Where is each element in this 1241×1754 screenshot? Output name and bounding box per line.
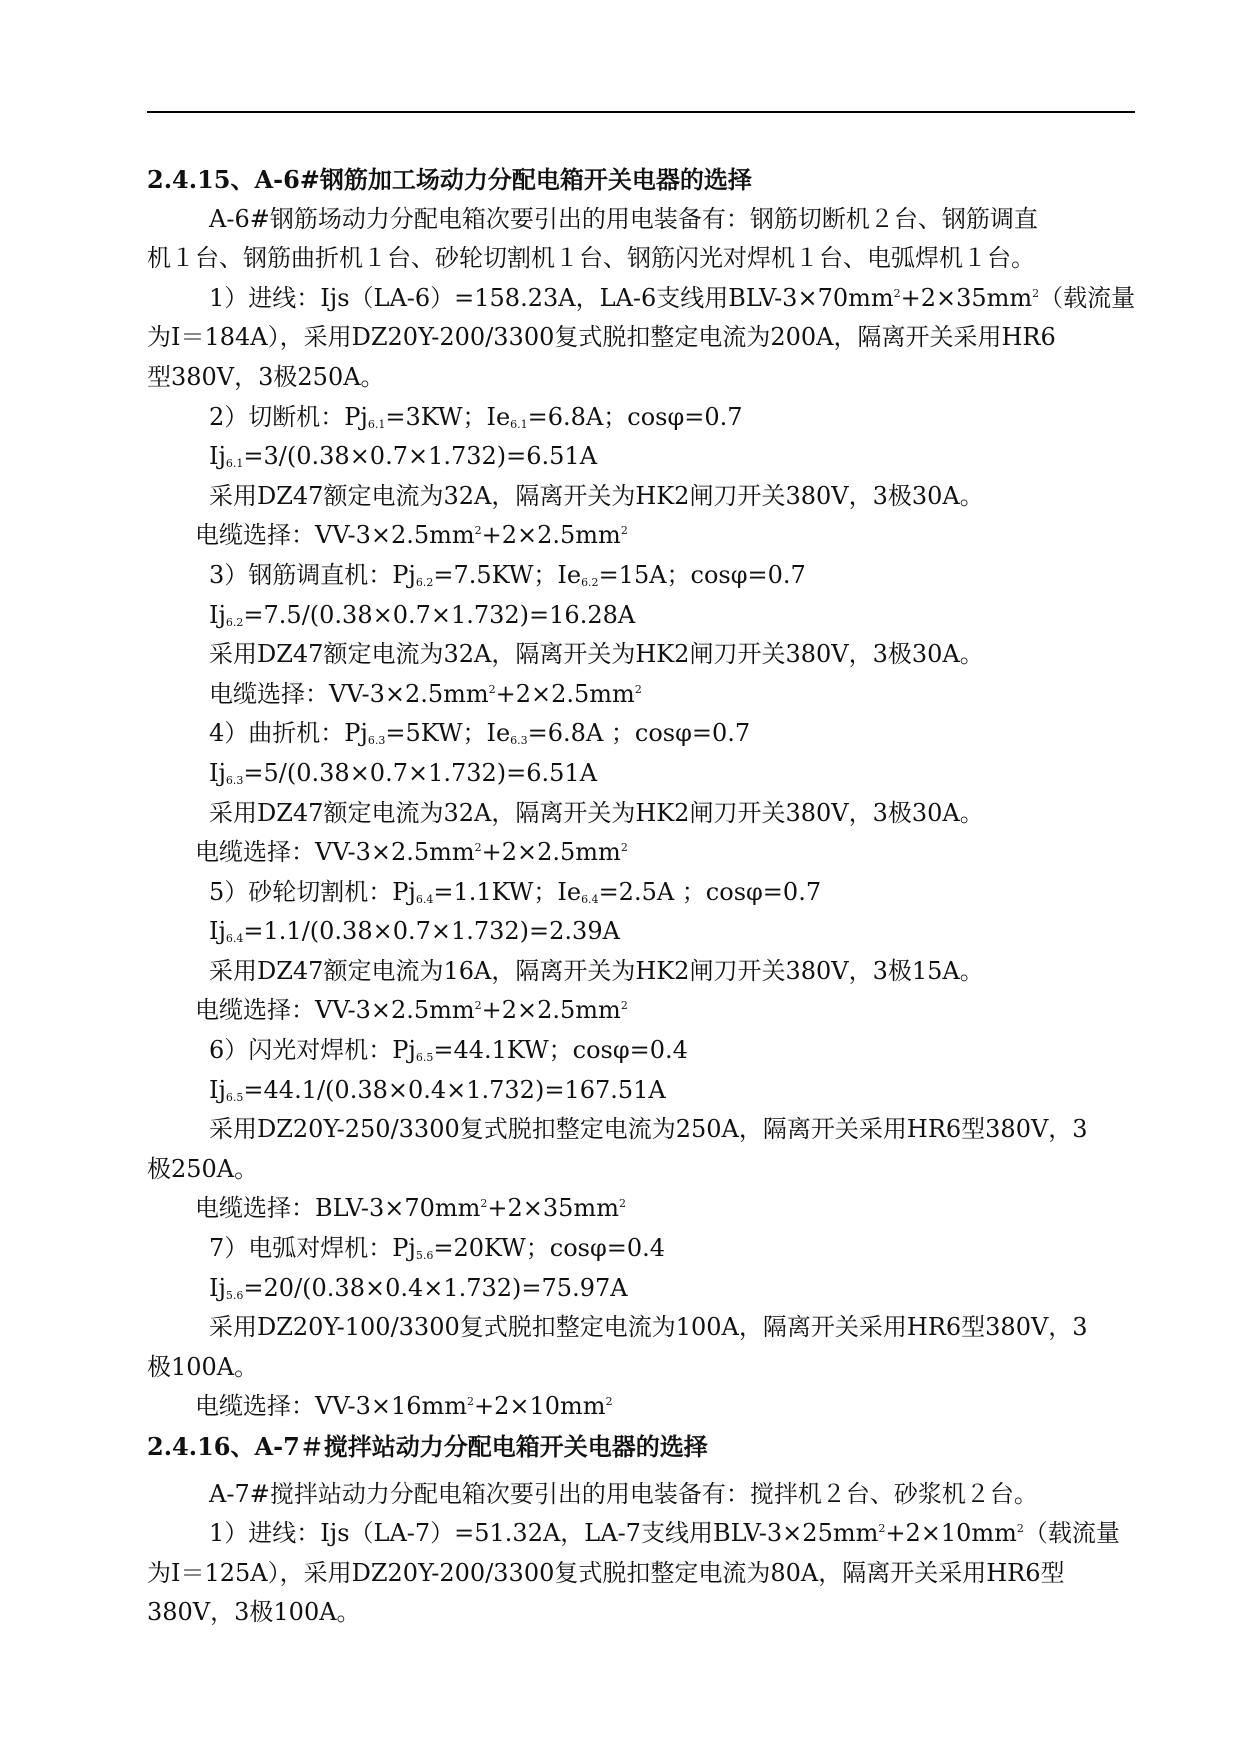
- paragraph: 型380V，3极250A。: [147, 362, 385, 391]
- formula-line: $Ij_{6.3}=5/(0.38\times 0.7\times 1.732)=6.51A$: [209, 758, 598, 787]
- cable-line: 电缆选择：$VV-3\times 2.5mm^2+2\times 2.5mm^2$: [195, 521, 628, 550]
- cable-line: 电缆选择：BLV-$3\times 70mm^2+2\times 35mm^2$: [195, 1194, 626, 1223]
- paragraph: 机１台、钢筋曲折机１台、砂轮切割机１台、钢筋闪光对焊机１台、电弧焊机１台。: [147, 244, 1035, 273]
- paragraph: 采用DZ47额定电流为32A，隔离开关为HK2闸刀开关380V，3极30A。: [209, 798, 984, 827]
- paragraph: 采用DZ47额定电流为16A，隔离开关为HK2闸刀开关380V，3极15A。: [209, 956, 984, 985]
- paragraph: 采用DZ47额定电流为32A，隔离开关为HK2闸刀开关380V，3极30A。: [209, 481, 984, 510]
- paragraph: 为I＝125A），采用DZ20Y-200/3300复式脱扣整定电流为80A，隔离开关采用HR6型: [147, 1558, 1065, 1587]
- section-heading-2-4-15: 2.4.15、A-6#钢筋加工场动力分配电箱开关电器的选择: [147, 165, 752, 194]
- document-body: [147, 160, 1135, 1633]
- formula-line: $Ij_{6.2}=7.5/(0.38\times 0.7\times 1.732)=16.28A$: [209, 600, 636, 629]
- header-rule: [147, 111, 1135, 113]
- paragraph: 380V，3极100A。: [147, 1598, 361, 1627]
- paragraph: A-6#钢筋场动力分配电箱次要引出的用电装备有：钢筋切断机２台、钢筋调直: [209, 204, 1038, 233]
- formula-line: $Ij_{6.4}=1.1/(0.38\times 0.7\times 1.732)=2.39A$: [209, 917, 620, 946]
- item-heading: 2）切断机：$Pj_{6.1}=3KW$；$Ie_{6.1}=6.8A$；cosφ=0.7: [209, 402, 743, 431]
- cable-line: 电缆选择：$VV-3\times 16mm^2+2\times 10mm^2$: [195, 1392, 613, 1421]
- paragraph: 采用DZ47额定电流为32A，隔离开关为HK2闸刀开关380V，3极30A。: [209, 640, 984, 669]
- formula-line: $Ij_{5.6}=20/(0.38\times 0.4\times 1.732)=75.97A$: [209, 1273, 628, 1302]
- paragraph: 采用DZ20Y-100/3300复式脱扣整定电流为100A，隔离开关采用HR6型380V，3: [209, 1313, 1088, 1342]
- formula-line: $Ij_{6.5}=44.1/(0.38\times 0.4\times 1.732)=167.51A$: [209, 1075, 666, 1104]
- section-heading-2-4-16: 2.4.16、A-7＃搅拌站动力分配电箱开关电器的选择: [147, 1432, 708, 1461]
- cable-line: 电缆选择：$VV-3\times 2.5mm^2+2\times 2.5mm^2$: [195, 838, 628, 867]
- paragraph: 极100A。: [147, 1352, 259, 1381]
- paragraph: 采用DZ20Y-250/3300复式脱扣整定电流为250A，隔离开关采用HR6型380V，3: [209, 1115, 1088, 1144]
- paragraph: 极250A。: [147, 1154, 259, 1183]
- item-heading: 6）闪光对焊机：$Pj_{6.5}=44.1KW$；cosφ=0.4: [209, 1036, 688, 1065]
- cable-line: 电缆选择：$VV-3\times 2.5mm^2+2\times 2.5mm^2$: [209, 679, 642, 708]
- paragraph: 1）进线：Ijs（LA-7）=51.32A，LA-7支线用BLV-$3\times 25mm^2+2\times 10mm^2$（载流量: [209, 1519, 1120, 1548]
- cable-line: 电缆选择：$VV-3\times 2.5mm^2+2\times 2.5mm^2$: [195, 996, 628, 1025]
- paragraph: 1）进线：Ijs（LA-6）=158.23A，LA-6支线用BLV-$3\times 70mm^2+2\times 35mm^2$（载流量: [209, 283, 1135, 312]
- item-heading: 5）砂轮切割机：$Pj_{6.4}=1.1KW$；$Ie_{6.4}=2.5A$ ；cosφ=0.7: [209, 877, 822, 906]
- paragraph: 为I＝184A），采用DZ20Y-200/3300复式脱扣整定电流为200A，隔离开关采用HR6: [147, 323, 1056, 352]
- item-heading: 7）电弧对焊机：$Pj_{5.6}=20KW$；cosφ=0.4: [209, 1234, 666, 1263]
- paragraph: A-7#搅拌站动力分配电箱次要引出的用电装备有：搅拌机２台、砂浆机２台。: [209, 1479, 1038, 1508]
- item-heading: 4）曲折机：$Pj_{6.3}=5KW$；$Ie_{6.3}=6.8A$ ；cosφ=0.7: [209, 719, 751, 748]
- formula-line: $Ij_{6.1}=3/(0.38\times 0.7\times 1.732)=6.51A$: [209, 442, 598, 471]
- item-heading: 3）钢筋调直机：$Pj_{6.2}=7.5KW$；$Ie_{6.2}=15A$；cosφ=0.7: [209, 560, 806, 589]
